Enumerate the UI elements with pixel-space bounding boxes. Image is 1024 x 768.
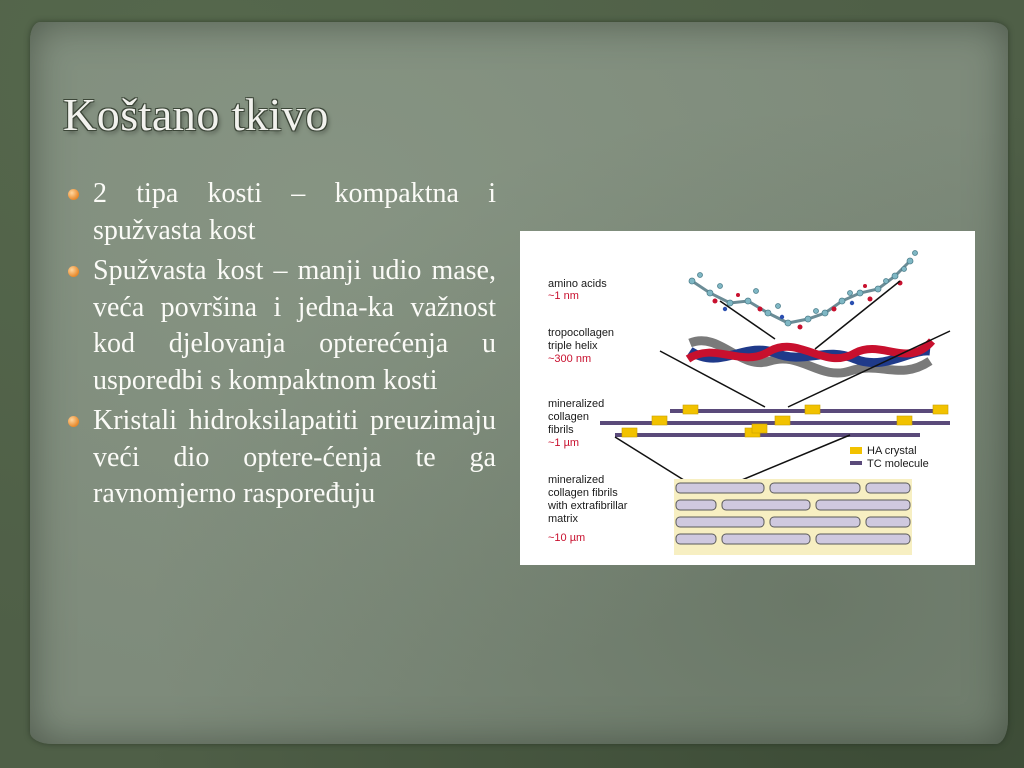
level-label-matrix-line1: mineralized xyxy=(548,474,605,486)
bullet-text: Kristali hidroksilapatiti preuzimaju veći dio optere-ćenja te ga ravnomjerno raspoređuju xyxy=(93,405,496,509)
bullet-dot-icon xyxy=(68,266,79,277)
level-scale-matrix: ~10 µm xyxy=(548,532,586,544)
legend-swatch-tc xyxy=(850,461,862,465)
bullet-item xyxy=(66,176,496,249)
legend-label-tc: TC molecule xyxy=(867,458,929,470)
level-scale-fibrils: ~1 µm xyxy=(548,437,580,449)
bullet-list xyxy=(66,176,496,517)
slide-title: Koštano tkivo xyxy=(63,89,329,140)
legend-label-ha: HA crystal xyxy=(867,445,917,457)
amino-acid-chain xyxy=(689,251,918,330)
legend-swatch-ha xyxy=(850,447,862,454)
bone-hierarchy-figure xyxy=(520,231,975,565)
bullet-dot-icon xyxy=(68,416,79,427)
level-label-amino-acids: amino acids xyxy=(548,278,607,290)
figure-legend xyxy=(850,445,929,470)
level-label-tropocollagen-line2: triple helix xyxy=(548,340,598,352)
bullet-dot-icon xyxy=(68,189,79,200)
bullet-text: 2 tipa kosti – kompaktna i spužvasta kost xyxy=(93,178,496,246)
hierarchy-diagram xyxy=(520,231,975,565)
mineralized-fibrils xyxy=(600,405,950,437)
level-label-matrix-line4: matrix xyxy=(548,513,578,525)
fibril-matrix-block xyxy=(674,479,912,555)
level-scale-tropocollagen: ~300 nm xyxy=(548,353,592,365)
level-scale-amino-acids: ~1 nm xyxy=(548,290,579,302)
bullet-item xyxy=(66,253,496,399)
bullet-item xyxy=(66,403,496,513)
level-label-tropocollagen-line1: tropocollagen xyxy=(548,327,615,339)
level-label-fibrils-line1: mineralized xyxy=(548,398,605,410)
level-label-fibrils-line3: fibrils xyxy=(548,424,574,436)
level-label-matrix-line3: with extrafibrillar xyxy=(548,500,628,512)
bullet-text: Spužvasta kost – manji udio mase, veća površina i jedna-ka važnost kod djelovanja opterećenja u usporedbi s kompaktnom kosti xyxy=(93,255,496,396)
level-label-matrix-line2: collagen fibrils xyxy=(548,487,618,499)
level-label-fibrils-line2: collagen xyxy=(548,411,589,423)
